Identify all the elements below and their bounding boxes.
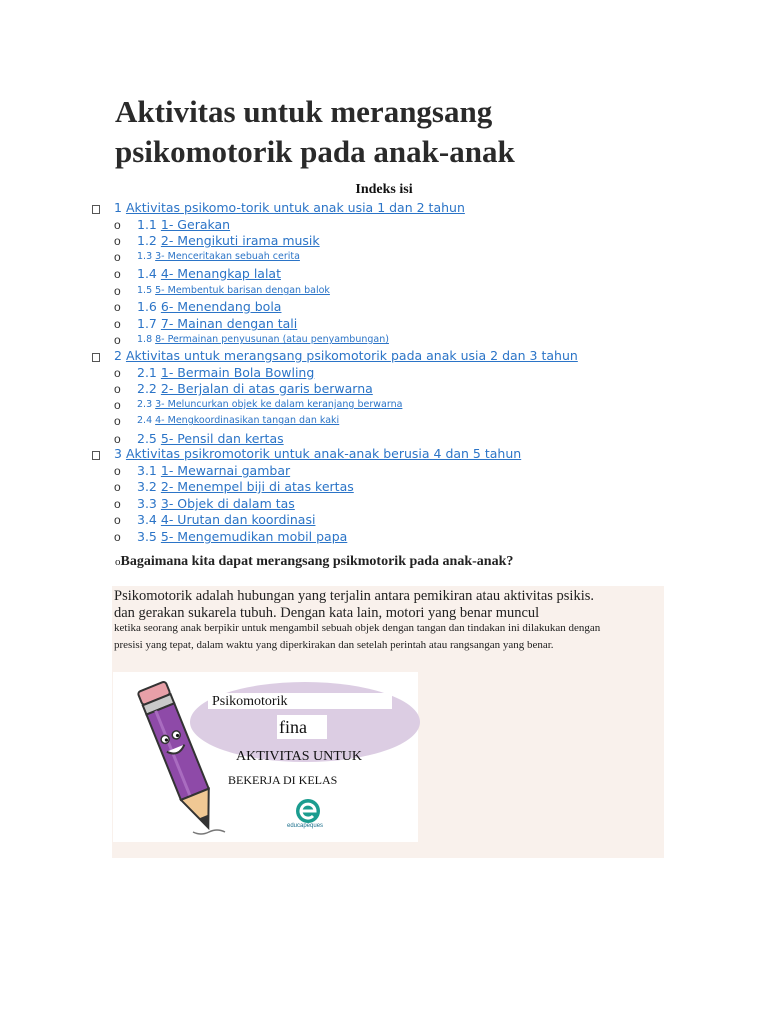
toc-item-bullet: o (114, 464, 121, 478)
toc-item-link-2.2[interactable] (137, 381, 373, 396)
toc-item-label: 2- Menempel biji di atas kertas (160, 479, 354, 494)
toc-item-link-3.4[interactable] (137, 512, 315, 527)
toc-item-bullet: o (114, 284, 121, 298)
toc-item-link-2.5[interactable] (137, 431, 284, 446)
toc-section-label: Aktivitas psikromotorik untuk anak-anak berusia 4 dan 5 tahun (125, 446, 522, 461)
toc-item-link-1.3[interactable] (137, 251, 300, 262)
paragraph-line-1: Psikomotorik adalah hubungan yang terjalin antara pemikiran atau aktivitas psikis. (114, 588, 594, 604)
toc-item-label: 7- Mainan dengan tali (160, 316, 298, 331)
question-heading (115, 554, 513, 570)
toc-item-number: 1.1 (137, 217, 157, 232)
toc-section-number: 2 (114, 348, 122, 363)
toc-section-bullet (92, 451, 100, 460)
toc-item-bullet: o (114, 398, 121, 412)
toc-item-number: 3.1 (137, 463, 157, 478)
toc-item-bullet: o (114, 414, 121, 428)
toc-item-number: 1.8 (137, 334, 153, 345)
logo-text: educapeques (287, 823, 324, 829)
toc-section-number: 3 (114, 446, 122, 461)
toc-item-number: 1.5 (137, 285, 153, 296)
toc-item-bullet: o (114, 267, 121, 281)
toc-item-label: 5- Pensil dan kertas (160, 431, 284, 446)
toc-item-link-2.1[interactable] (137, 365, 314, 380)
toc-item-number: 1.3 (137, 251, 153, 262)
toc-item-bullet: o (114, 218, 121, 232)
page-title: Aktivitas untuk merangsang psikomotorik pada anak-anak (115, 94, 515, 169)
toc-item-link-1.1[interactable] (137, 217, 230, 232)
toc-item-label: 1- Gerakan (160, 217, 231, 232)
toc-item-bullet: o (114, 497, 121, 511)
toc-item-label: 4- Menangkap lalat (160, 266, 281, 281)
toc-item-bullet: o (114, 432, 121, 446)
question-bullet: o (115, 556, 121, 568)
toc-item-bullet: o (114, 382, 121, 396)
toc-item-link-1.7[interactable] (137, 316, 297, 331)
toc-section-label: Aktivitas untuk merangsang psikomotorik pada anak usia 2 dan 3 tahun (125, 348, 578, 363)
toc-item-label: 1- Mewarnai gambar (160, 463, 291, 478)
illustration-label-3: AKTIVITAS UNTUK (236, 749, 363, 764)
toc-section-link-3[interactable] (114, 446, 521, 461)
toc-item-label: 5- Mengemudikan mobil papa (160, 529, 348, 544)
toc-item-link-1.8[interactable] (137, 334, 389, 345)
toc-item-label: 2- Mengikuti irama musik (160, 233, 320, 248)
toc-item-number: 3.2 (137, 479, 157, 494)
question-text: Bagaimana kita dapat merangsang psikmotorik pada anak-anak? (120, 554, 514, 569)
toc-item-number: 1.2 (137, 233, 157, 248)
toc-item-label: 4- Mengkoordinasikan tangan dan kaki (155, 415, 340, 426)
toc-item-link-3.1[interactable] (137, 463, 290, 478)
toc-item-label: 3- Objek di dalam tas (160, 496, 295, 511)
toc-item-link-1.4[interactable] (137, 266, 281, 281)
toc-section-bullet (92, 205, 100, 214)
toc-item-bullet: o (114, 300, 121, 314)
toc-item-link-3.3[interactable] (137, 496, 295, 511)
toc-heading: Indeks isi (355, 182, 413, 197)
toc-item-number: 3.4 (137, 512, 157, 527)
toc-item-bullet: o (114, 513, 121, 527)
toc-item-number: 3.3 (137, 496, 157, 511)
paragraph-line-3: ketika seorang anak berpikir untuk mengambil sebuah objek dengan tangan dan tindakan ini dilakukan dengan (114, 622, 601, 634)
toc-item-label: 3- Menceritakan sebuah cerita (155, 251, 300, 262)
toc-item-link-2.3[interactable] (137, 399, 402, 410)
toc-item-label: 1- Bermain Bola Bowling (160, 365, 315, 380)
toc-section-number: 1 (114, 200, 122, 215)
toc-item-number: 2.5 (137, 431, 157, 446)
toc-item-number: 1.7 (137, 316, 157, 331)
toc-item-label: 8- Permainan penyusunan (atau penyambungan) (155, 334, 389, 345)
illustration-label-2: fina (277, 715, 327, 739)
toc-item-number: 3.5 (137, 529, 157, 544)
toc-section-label: Aktivitas psikomo-torik untuk anak usia 1 dan 2 tahun (125, 200, 465, 215)
toc-item-number: 2.4 (137, 415, 153, 426)
toc-section-bullet (92, 353, 100, 362)
toc-item-link-1.6[interactable] (137, 299, 281, 314)
toc-item-bullet: o (114, 333, 121, 347)
toc-item-bullet: o (114, 366, 121, 380)
toc-item-bullet: o (114, 530, 121, 544)
toc-item-link-2.4[interactable] (137, 415, 339, 426)
paragraph-line-2: dan gerakan sukarela tubuh. Dengan kata lain, motori yang benar muncul (114, 605, 540, 621)
toc-item-link-3.2[interactable] (137, 479, 354, 494)
toc-section-link-1[interactable] (114, 200, 465, 215)
toc-item-label: 6- Menendang bola (160, 299, 282, 314)
toc-item-bullet: o (114, 317, 121, 331)
toc-item-bullet: o (114, 480, 121, 494)
toc-item-number: 1.6 (137, 299, 157, 314)
toc-item-number: 2.1 (137, 365, 157, 380)
toc-item-link-3.5[interactable] (137, 529, 347, 544)
toc-item-bullet: o (114, 234, 121, 248)
toc-item-label: 5- Membentuk barisan dengan balok (155, 285, 330, 296)
toc-item-label: 2- Berjalan di atas garis berwarna (160, 381, 373, 396)
toc-item-link-1.5[interactable] (137, 285, 330, 296)
toc-item-number: 2.2 (137, 381, 157, 396)
toc-item-label: 4- Urutan dan koordinasi (160, 512, 316, 527)
illustration-label-4: BEKERJA DI KELAS (228, 773, 338, 787)
toc-item-label: 3- Meluncurkan objek ke dalam keranjang berwarna (155, 399, 403, 410)
toc-item-link-1.2[interactable] (137, 233, 320, 248)
toc-item-bullet: o (114, 250, 121, 264)
toc-item-number: 2.3 (137, 399, 153, 410)
illustration-label-1: Psikomotorik (208, 693, 392, 709)
toc-item-number: 1.4 (137, 266, 157, 281)
paragraph-line-4: presisi yang tepat, dalam waktu yang diperkirakan dan setelah perintah atau rangsangan yang benar. (114, 639, 554, 651)
toc-section-link-2[interactable] (114, 348, 578, 363)
